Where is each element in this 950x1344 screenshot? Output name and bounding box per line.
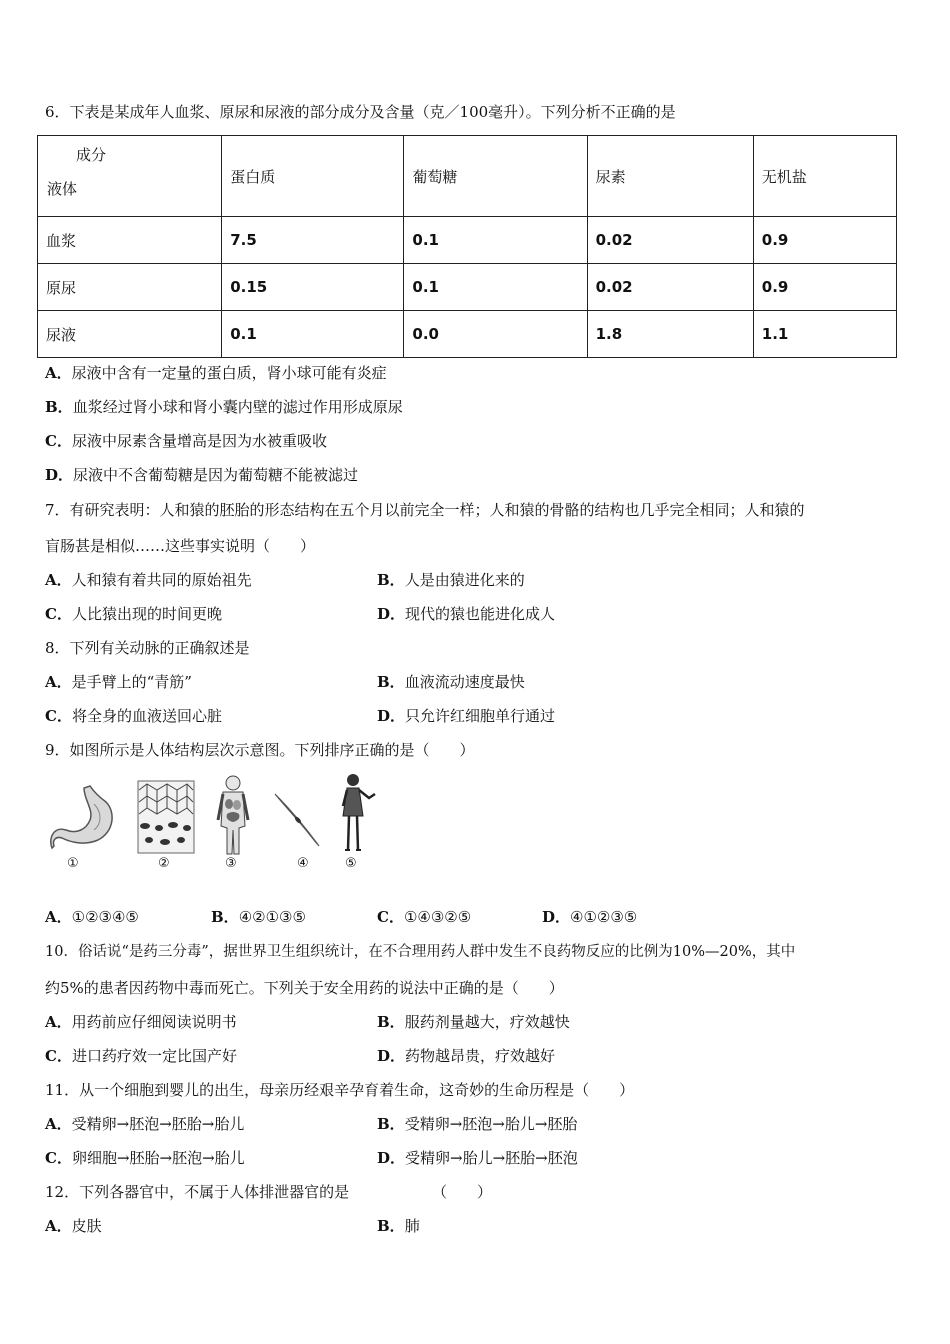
table-row <box>38 264 897 311</box>
q7-option-b[interactable] <box>377 570 525 590</box>
option-text: 受精卵→胎儿→胚胎→胚泡 <box>405 1149 578 1167</box>
option-text: ④①②③⑤ <box>570 908 638 926</box>
figure-label: ① <box>67 856 79 871</box>
option-text: 服药剂量越大，疗效越快 <box>404 1013 570 1031</box>
option-label: D． <box>377 707 406 725</box>
q10-stem-line2: 约5%的患者因药物中毒而死亡。下列关于安全用药的说法中正确的是（ ） <box>45 979 564 997</box>
option-label: A． <box>45 1115 72 1133</box>
option-label: A． <box>45 364 72 382</box>
header-cell: 尿素 <box>587 136 753 217</box>
option-label: A． <box>45 571 72 589</box>
q6-option-c[interactable] <box>45 431 327 451</box>
option-label: D． <box>542 908 571 926</box>
q11-stem: 11．从一个细胞到婴儿的出生，母亲历经艰辛孕育着生命，这奇妙的生命历程是（ ） <box>45 1081 635 1099</box>
option-label: B． <box>45 398 73 416</box>
q11-option-c[interactable] <box>45 1148 245 1168</box>
q10-option-b[interactable] <box>377 1012 570 1032</box>
value-cell: 0.0 <box>404 311 587 358</box>
option-text: 是手臂上的“青筋” <box>71 673 192 691</box>
option-text: 尿液中不含葡萄糖是因为葡萄糖不能被滤过 <box>73 466 359 484</box>
q8-option-a[interactable] <box>45 672 192 692</box>
q11-option-d[interactable] <box>377 1148 578 1168</box>
q12-option-a[interactable] <box>45 1216 102 1236</box>
corner-bottom-label: 液体 <box>47 180 78 198</box>
option-text: 人是由猿进化来的 <box>404 571 525 589</box>
option-text: 人比猿出现的时间更晚 <box>71 605 222 623</box>
value-cell: 0.1 <box>222 311 404 358</box>
option-label: C． <box>45 707 72 725</box>
option-label: C． <box>45 1149 72 1167</box>
option-label: B． <box>377 673 405 691</box>
q8-option-b[interactable] <box>377 672 525 692</box>
figure-label: ③ <box>225 856 237 871</box>
q12-stem: 12．下列各器官中，不属于人体排泄器官的是 <box>45 1183 350 1201</box>
q6-table <box>37 135 897 358</box>
q10-stem-line1: 10．俗话说“是药三分毒”，据世界卫生组织统计，在不合理用药人群中发生不良药物反应的比例为10%—20%，其中 <box>45 944 796 960</box>
option-label: A． <box>45 1217 72 1235</box>
q6-option-a[interactable] <box>45 363 387 383</box>
value-cell: 0.1 <box>404 217 587 264</box>
option-text: 人和猿有着共同的原始祖先 <box>71 571 252 589</box>
option-label: C． <box>45 432 72 450</box>
cell-icon <box>273 790 321 850</box>
value-cell: 1.1 <box>753 311 896 358</box>
option-label: B． <box>211 908 239 926</box>
option-label: B． <box>377 1115 405 1133</box>
table-corner-cell <box>38 136 222 217</box>
q12-answer-paren: （ ） <box>432 1183 493 1201</box>
option-text: 受精卵→胚泡→胚胎→胎儿 <box>71 1115 245 1133</box>
option-label: D． <box>377 1047 406 1065</box>
q6-stem: 6．下表是某成年人血浆、原尿和尿液的部分成分及含量（克／100毫升）。下列分析不正确的是 <box>45 103 676 121</box>
option-text: 进口药疗效一定比国产好 <box>71 1047 237 1065</box>
option-text: 血浆经过肾小球和肾小囊内壁的滤过作用形成原尿 <box>72 398 403 416</box>
stomach-organ-icon <box>50 782 118 854</box>
value-cell: 7.5 <box>222 217 404 264</box>
q9-option-b[interactable] <box>211 907 306 927</box>
row-name-cell: 尿液 <box>38 311 222 358</box>
q8-option-c[interactable] <box>45 706 222 726</box>
option-text: 卵细胞→胚胎→胚泡→胎儿 <box>71 1149 245 1167</box>
q10-option-c[interactable] <box>45 1046 237 1066</box>
option-label: B． <box>377 571 405 589</box>
organ-system-icon <box>215 774 251 856</box>
q9-option-d[interactable] <box>542 907 637 927</box>
option-label: C． <box>45 605 72 623</box>
table-row <box>38 217 897 264</box>
option-label: A． <box>45 673 72 691</box>
q8-option-d[interactable] <box>377 706 555 726</box>
figure-label: ⑤ <box>345 856 357 871</box>
option-text: 只允许红细胞单行通过 <box>405 707 556 725</box>
option-text: 现代的猿也能进化成人 <box>405 605 556 623</box>
header-cell: 葡萄糖 <box>404 136 587 217</box>
option-text: 受精卵→胚泡→胎儿→胚胎 <box>404 1115 578 1133</box>
value-cell: 0.02 <box>587 217 753 264</box>
option-text: 皮肤 <box>71 1217 102 1235</box>
q8-stem: 8．下列有关动脉的正确叙述是 <box>45 639 250 657</box>
header-cell: 无机盐 <box>753 136 896 217</box>
option-label: C． <box>377 908 404 926</box>
q6-option-d[interactable] <box>45 465 358 485</box>
value-cell: 0.15 <box>222 264 404 311</box>
figure-label: ② <box>158 856 170 871</box>
option-text: 将全身的血液送回心脏 <box>71 707 222 725</box>
q10-option-d[interactable] <box>377 1046 555 1066</box>
option-text: ①④③②⑤ <box>403 908 472 926</box>
option-text: 尿液中尿素含量增高是因为水被重吸收 <box>71 432 327 450</box>
q7-option-c[interactable] <box>45 604 222 624</box>
option-label: D． <box>45 466 74 484</box>
q7-option-a[interactable] <box>45 570 252 590</box>
q7-option-d[interactable] <box>377 604 555 624</box>
corner-top-label: 成分 <box>76 146 107 164</box>
option-label: B． <box>377 1217 405 1235</box>
option-text: ①②③④⑤ <box>71 908 139 926</box>
option-label: B． <box>377 1013 405 1031</box>
option-text: 尿液中含有一定量的蛋白质，肾小球可能有炎症 <box>71 364 387 382</box>
row-name-cell: 血浆 <box>38 217 222 264</box>
value-cell: 0.9 <box>753 217 896 264</box>
q6-option-b[interactable] <box>45 397 403 417</box>
tissue-icon <box>137 780 195 854</box>
option-label: C． <box>45 1047 72 1065</box>
option-text: 用药前应仔细阅读说明书 <box>71 1013 237 1031</box>
q7-stem-line2: 盲肠甚是相似……这些事实说明（ ） <box>45 537 316 555</box>
q11-option-b[interactable] <box>377 1114 577 1134</box>
q11-option-a[interactable] <box>45 1114 244 1134</box>
table-row <box>38 311 897 358</box>
q12-option-b[interactable] <box>377 1216 420 1236</box>
option-label: A． <box>45 908 72 926</box>
header-cell: 蛋白质 <box>222 136 404 217</box>
option-text: 药物越昂贵，疗效越好 <box>405 1047 556 1065</box>
option-text: 肺 <box>404 1217 420 1235</box>
human-body-icon <box>337 772 379 856</box>
value-cell: 0.1 <box>404 264 587 311</box>
option-label: D． <box>377 1149 406 1167</box>
q7-stem-line1: 7．有研究表明：人和猿的胚胎的形态结构在五个月以前完全一样；人和猿的骨骼的结构也几乎完全相同；人和猿的 <box>45 501 805 519</box>
option-label: A． <box>45 1013 72 1031</box>
option-label: D． <box>377 605 406 623</box>
q10-option-a[interactable] <box>45 1012 237 1032</box>
option-text: 血液流动速度最快 <box>404 673 525 691</box>
q9-stem: 9．如图所示是人体结构层次示意图。下列排序正确的是（ ） <box>45 741 475 759</box>
option-text: ④②①③⑤ <box>238 908 306 926</box>
table-header-row <box>38 136 897 217</box>
row-name-cell: 原尿 <box>38 264 222 311</box>
q9-option-c[interactable] <box>377 907 471 927</box>
value-cell: 0.02 <box>587 264 753 311</box>
value-cell: 0.9 <box>753 264 896 311</box>
figure-label: ④ <box>297 856 309 871</box>
q9-option-a[interactable] <box>45 907 139 927</box>
value-cell: 1.8 <box>587 311 753 358</box>
